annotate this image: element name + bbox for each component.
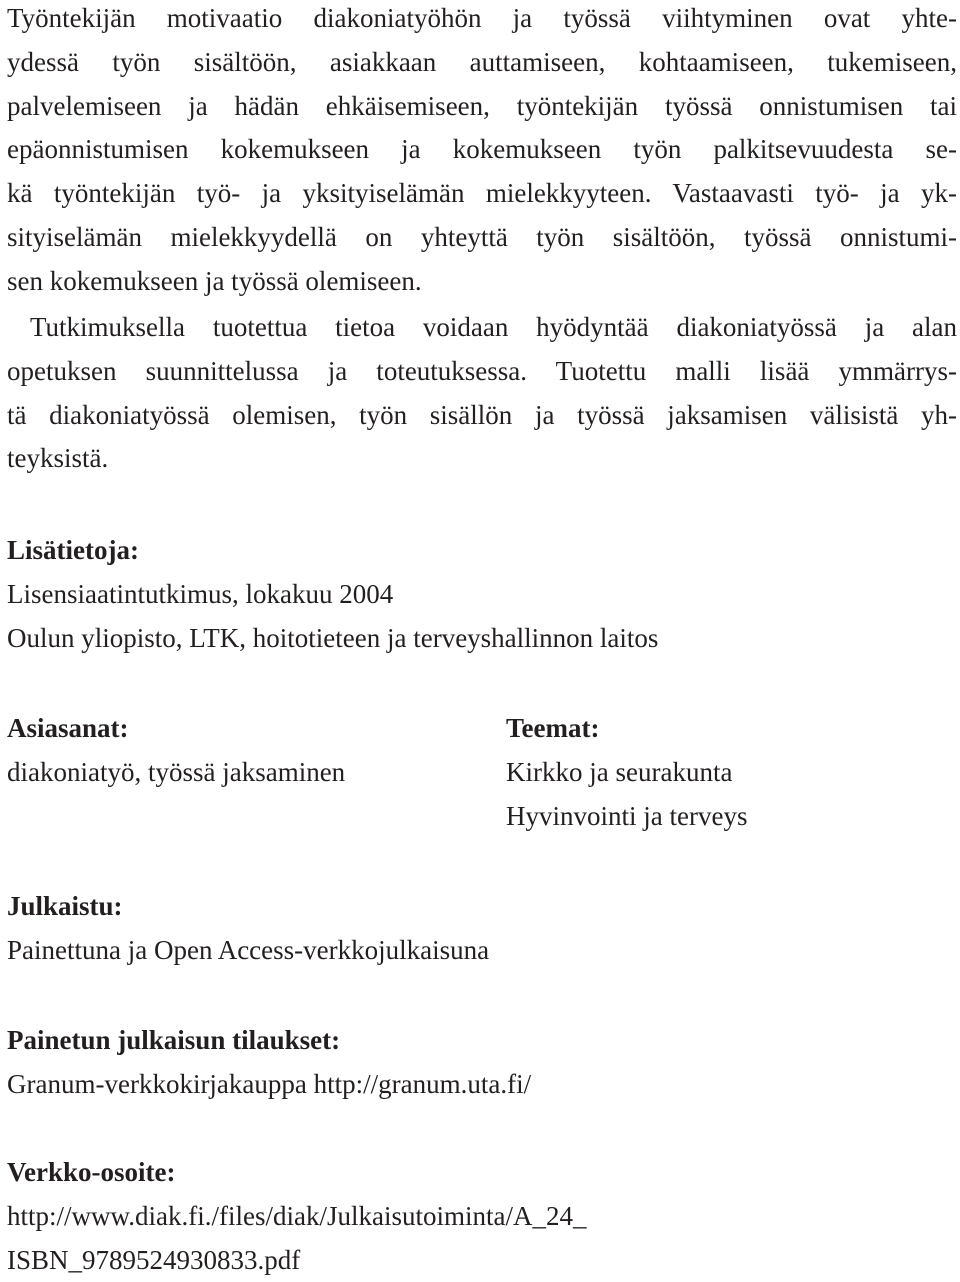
- paragraph-line: Tutkimuksella tuotettua tietoa voidaan hyödyntää diakoniatyössä ja alan: [30, 312, 957, 342]
- additional-info-section: [7, 528, 658, 660]
- section-heading: Verkko-osoite:: [7, 1157, 176, 1187]
- section-heading: Teemat:: [506, 713, 600, 743]
- orders-link[interactable]: Granum-verkkokirjakauppa http://granum.uta.fi/: [7, 1069, 532, 1099]
- section-heading: Asiasanat:: [7, 713, 129, 743]
- web-address-link[interactable]: ISBN_9789524930833.pdf: [7, 1245, 301, 1275]
- info-line: Oulun yliopisto, LTK, hoitotieteen ja terveyshallinnon laitos: [7, 623, 659, 653]
- theme-item: Hyvinvointi ja terveys: [506, 801, 748, 831]
- section-heading: Julkaistu:: [7, 891, 123, 921]
- paragraph-line: sityiselämän mielekkyydellä on yhteyttä työn sisältöön, työssä onnistumi-: [7, 221, 957, 252]
- paragraph-line: opetuksen suunnittelussa ja toteutuksessa. Tuotettu malli lisää ymmärrys-: [7, 355, 957, 386]
- web-address-section: [7, 1150, 586, 1282]
- body-paragraph-research-use: [7, 306, 957, 481]
- keywords-section: [7, 706, 345, 794]
- paragraph-line: ydessä työn sisältöön, asiakkaan auttamiseen, kohtaamiseen, tukemiseen,: [7, 46, 957, 77]
- paragraph-line: kä työntekijän työ- ja yksityiselämän mielekkyyteen. Vastaavasti työ- ja yk-: [7, 178, 957, 209]
- body-paragraph-motivation: [7, 0, 957, 304]
- print-orders-section: [7, 1018, 531, 1106]
- paragraph-line: epäonnistumisen kokemukseen ja kokemukseen työn palkitsevuudesta se-: [7, 134, 957, 165]
- web-address-link[interactable]: http://www.diak.fi./files/diak/Julkaisutoiminta/A_24_: [7, 1201, 587, 1231]
- published-section: [7, 884, 489, 972]
- paragraph-line: palvelemiseen ja hädän ehkäisemiseen, työntekijän työssä onnistumisen tai: [7, 90, 957, 121]
- keywords-value: diakoniatyö, työssä jaksaminen: [7, 757, 346, 787]
- paragraph-line: sen kokemukseen ja työssä olemiseen.: [7, 265, 422, 296]
- section-heading: Lisätietoja:: [7, 535, 139, 565]
- paragraph-line: tä diakoniatyössä olemisen, työn sisällön ja työssä jaksamisen välisistä yh-: [7, 399, 957, 430]
- theme-item: Kirkko ja seurakunta: [506, 757, 733, 787]
- paragraph-line: teyksistä.: [7, 443, 109, 474]
- info-line: Lisensiaatintutkimus, lokakuu 2004: [7, 579, 394, 609]
- published-value: Painettuna ja Open Access-verkkojulkaisuna: [7, 935, 490, 965]
- themes-section: [506, 706, 747, 838]
- paragraph-line: Työntekijän motivaatio diakoniatyöhön ja työssä viihtyminen ovat yhte-: [7, 3, 957, 33]
- section-heading: Painetun julkaisun tilaukset:: [7, 1025, 341, 1055]
